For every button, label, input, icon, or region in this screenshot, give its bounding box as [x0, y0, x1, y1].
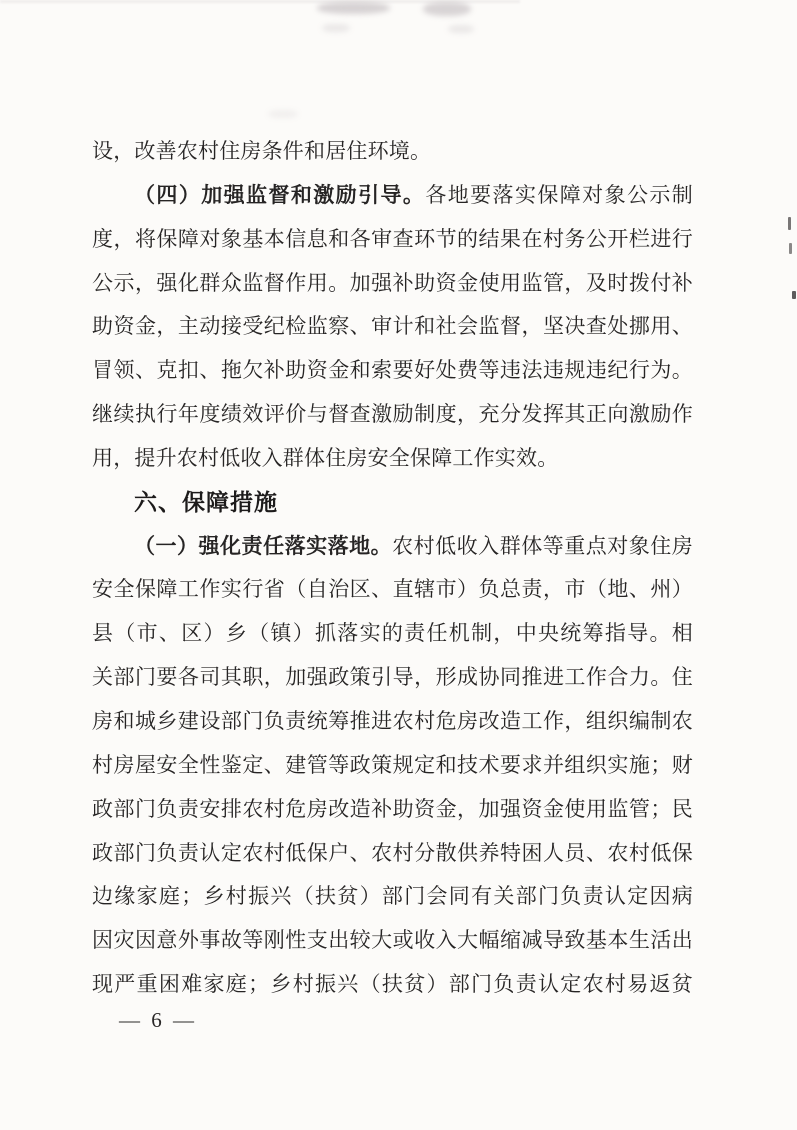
- text-line: [92, 393, 693, 437]
- text-line: [92, 612, 693, 656]
- scan-bleed-smudge: [423, 2, 471, 16]
- text-line: [92, 919, 693, 963]
- text-run: 公示，强化群众监督作用。加强补助资金使用监管，及时拨付补: [92, 270, 693, 295]
- text-line: [92, 744, 693, 788]
- document-body-text: [92, 130, 693, 1007]
- text-run: 助资金，主动接受纪检监察、审计和社会监督，坚决查处挪用、: [92, 314, 693, 339]
- clause-lead-in: （一）强化责任落实落地。: [134, 533, 393, 558]
- text-line: [92, 437, 693, 481]
- text-run: 村房屋安全性鉴定、建管等政策规定和技术要求并组织实施；财: [92, 752, 693, 777]
- text-run: 度，将保障对象基本信息和各审查环节的结果在村务公开栏进行: [92, 226, 693, 251]
- text-run: 政部门负责认定农村低保户、农村分散供养特困人员、农村低保: [92, 840, 693, 865]
- text-line: [92, 700, 693, 744]
- scan-edge-mark: [788, 217, 791, 230]
- text-run: 六、保障措施: [134, 488, 278, 515]
- text-line: [92, 656, 693, 700]
- clause-lead-in: （四）加强监督和激励引导。: [134, 182, 426, 207]
- text-run: 用，提升农村低收入群体住房安全保障工作实效。: [92, 445, 559, 470]
- text-run: 房和城乡建设部门负责统筹推进农村危房改造工作，组织编制农: [92, 708, 693, 733]
- text-line: [92, 174, 693, 218]
- scan-bleed-smudge: [448, 25, 474, 33]
- text-run: 边缘家庭；乡村振兴（扶贫）部门会同有关部门负责认定因病: [92, 884, 693, 909]
- text-line: [92, 832, 693, 876]
- text-run: 因灾因意外事故等刚性支出较大或收入大幅缩减导致基本生活出: [92, 928, 693, 953]
- text-line: [92, 262, 693, 306]
- scan-edge-mark: [792, 291, 796, 299]
- text-line: [92, 218, 693, 262]
- scan-bleed-smudge: [322, 24, 350, 32]
- text-line: [92, 130, 693, 174]
- scan-bleed-smudge: [317, 2, 390, 14]
- page-number: — 6 —: [119, 1008, 197, 1032]
- text-run: 各地要落实保障对象公示制: [425, 182, 693, 207]
- text-run: 县（市、区）乡（镇）抓落实的责任机制，中央统筹指导。相: [92, 621, 693, 646]
- text-line: [92, 788, 693, 832]
- text-run: 继续执行年度绩效评价与督查激励制度，充分发挥其正向激励作: [92, 402, 693, 427]
- text-line: [92, 568, 693, 612]
- text-line: [92, 875, 693, 919]
- scan-edge-mark: [789, 243, 792, 254]
- text-line: [92, 349, 693, 393]
- text-run: 关部门要各司其职，加强政策引导，形成协同推进工作合力。住: [92, 665, 693, 690]
- text-line: [92, 525, 693, 569]
- text-run: 安全保障工作实行省（自治区、直辖市）负总责，市（地、州）: [92, 577, 693, 602]
- text-line: [92, 305, 693, 349]
- text-run: 设，改善农村住房条件和居住环境。: [92, 139, 432, 163]
- text-run: 农村低收入群体等重点对象住房: [392, 533, 693, 558]
- text-line: [92, 963, 693, 1007]
- scan-bleed-smudge: [268, 110, 298, 118]
- section-heading: [92, 481, 693, 525]
- text-run: 冒领、克扣、拖欠补助资金和索要好处费等违法违规违纪行为。: [92, 358, 693, 383]
- scan-edge-streak: [0, 0, 520, 3]
- text-run: 现严重困难家庭；乡村振兴（扶贫）部门负责认定农村易返贫: [92, 972, 693, 997]
- text-run: 政部门负责安排农村危房改造补助资金，加强资金使用监管；民: [92, 796, 693, 821]
